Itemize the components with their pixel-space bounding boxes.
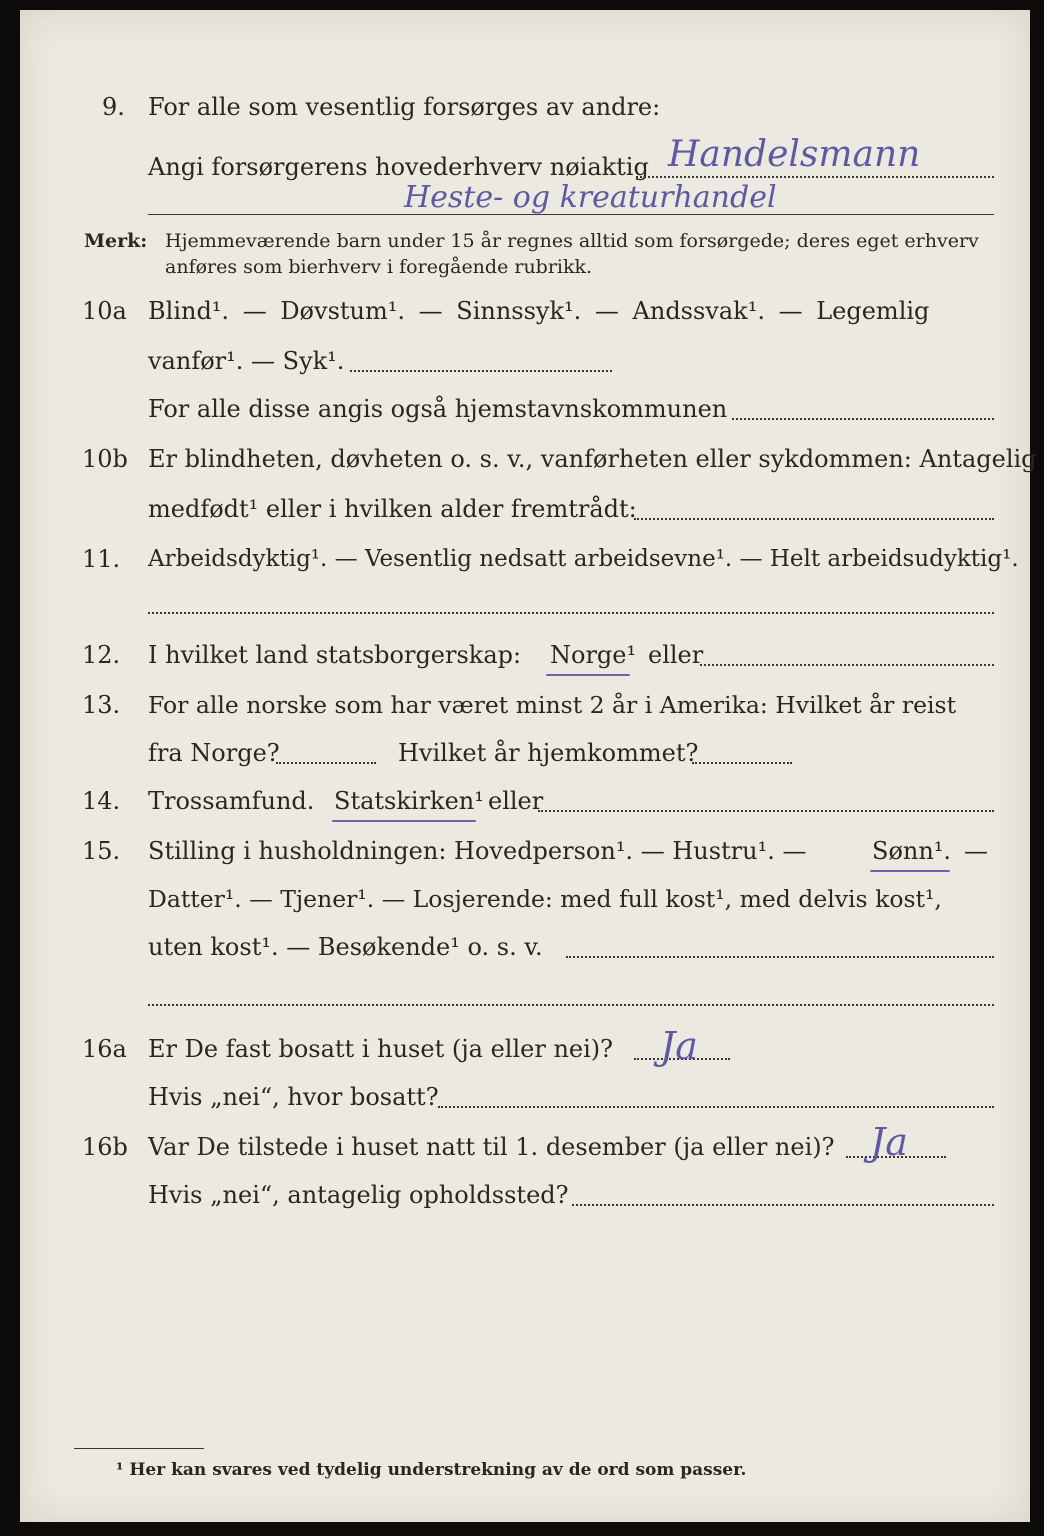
q10b-line1: Er blindheten, døvheten o. s. v., vanførheten eller sykdommen: Antagelig: [148, 445, 1037, 473]
q16a-bosatt-line: [438, 1106, 994, 1108]
q14-statskirken: Statskirken¹: [334, 787, 484, 815]
q14-eller: eller: [488, 787, 544, 815]
merk-line2: anføres som bierhverv i foregående rubrikk.: [165, 256, 593, 278]
q12-eller: eller: [648, 641, 704, 669]
q13-hjemkommet-line: [692, 762, 792, 764]
q11-answer-line: [148, 612, 994, 614]
q16b-number: 16b: [82, 1133, 128, 1161]
q15-line3: uten kost¹. — Besøkende¹ o. s. v.: [148, 933, 543, 961]
q16a-number: 16a: [82, 1035, 127, 1063]
q10a-hjemstavn-line: [732, 418, 994, 420]
q9-answer-line2: [148, 214, 994, 215]
q15-answer-line2: [148, 1004, 994, 1006]
q16b-handwritten-answer: Ja: [870, 1120, 908, 1164]
q10b-answer-line: [634, 518, 994, 520]
q14-statskirken-underline: [332, 820, 476, 822]
q12-norge-underline: [546, 674, 630, 676]
q16a-line2: Hvis „nei“, hvor bosatt?: [148, 1083, 439, 1111]
q16a-handwritten-answer: Ja: [660, 1024, 698, 1068]
q15-sonn: Sønn¹.: [872, 837, 952, 865]
q12-norge: Norge¹: [550, 641, 637, 669]
q15-sonn-underline: [870, 870, 950, 872]
q9-handwritten-trade: Heste- og kreaturhandel: [404, 180, 777, 215]
q14-answer-line: [538, 810, 994, 812]
q9-handwritten-occupation: Handelsmann: [668, 134, 921, 175]
q10a-line2: vanfør¹. — Syk¹.: [148, 347, 345, 375]
q10a-syk-line: [350, 370, 612, 372]
q13-number: 13.: [82, 691, 121, 719]
q13-line2a: fra Norge?: [148, 739, 280, 767]
q11-line1: Arbeidsdyktig¹. — Vesentlig nedsatt arbeidsevne¹. — Helt arbeidsudyktig¹.: [148, 546, 1019, 572]
q16b-opholdssted-line: [572, 1204, 994, 1206]
q16b-line1: Var De tilstede i huset natt til 1. desember (ja eller nei)?: [148, 1133, 835, 1161]
q10b-line2: medfødt¹ eller i hvilken alder fremtrådt:: [148, 495, 637, 523]
merk-label: Merk:: [84, 230, 148, 252]
merk-line1: Hjemmeværende barn under 15 år regnes alltid som forsørgede; deres eget erhverv: [165, 230, 979, 252]
q13-reist-line: [276, 762, 376, 764]
footnote-text: ¹ Her kan svares ved tydelig understrekning av de ord som passer.: [116, 1460, 747, 1480]
q13-line1: For alle norske som har været minst 2 år i Amerika: Hvilket år reist: [148, 691, 957, 719]
q14-number: 14.: [82, 787, 121, 815]
q9-number: 9.: [102, 93, 125, 121]
q15-number: 15.: [82, 837, 121, 865]
q15-line2: Datter¹. — Tjener¹. — Losjerende: med full kost¹, med delvis kost¹,: [148, 885, 942, 913]
q14-label: Trossamfund.: [148, 787, 315, 815]
q16a-line1: Er De fast bosatt i huset (ja eller nei)?: [148, 1035, 614, 1063]
q12-number: 12.: [82, 641, 121, 669]
q12-line1: I hvilket land statsborgerskap:: [148, 641, 522, 669]
q13-line2b: Hvilket år hjemkommet?: [398, 739, 699, 767]
q9-answer-line1: [636, 176, 994, 178]
census-form-page: [20, 10, 1037, 1522]
q10a-line3: For alle disse angis også hjemstavnskommunen: [148, 395, 728, 423]
q9-line2: Angi forsørgerens hovederhverv nøiaktig: [148, 153, 649, 181]
q15-dash: —: [964, 837, 988, 865]
q10a-line1: Blind¹. — Døvstum¹. — Sinnssyk¹. — Andssvak¹. — Legemlig: [148, 297, 930, 325]
q16b-line2: Hvis „nei“, antagelig opholdssted?: [148, 1181, 569, 1209]
q9-line1: For alle som vesentlig forsørges av andre:: [148, 93, 661, 121]
footnote-rule: [74, 1448, 204, 1449]
q10b-number: 10b: [82, 445, 128, 473]
q10a-number: 10a: [82, 297, 127, 325]
q11-number: 11.: [82, 545, 121, 573]
q15-answer-line1: [566, 956, 994, 958]
q15-line1: Stilling i husholdningen: Hovedperson¹. — Hustru¹. —: [148, 837, 807, 865]
q12-answer-line: [700, 664, 994, 666]
